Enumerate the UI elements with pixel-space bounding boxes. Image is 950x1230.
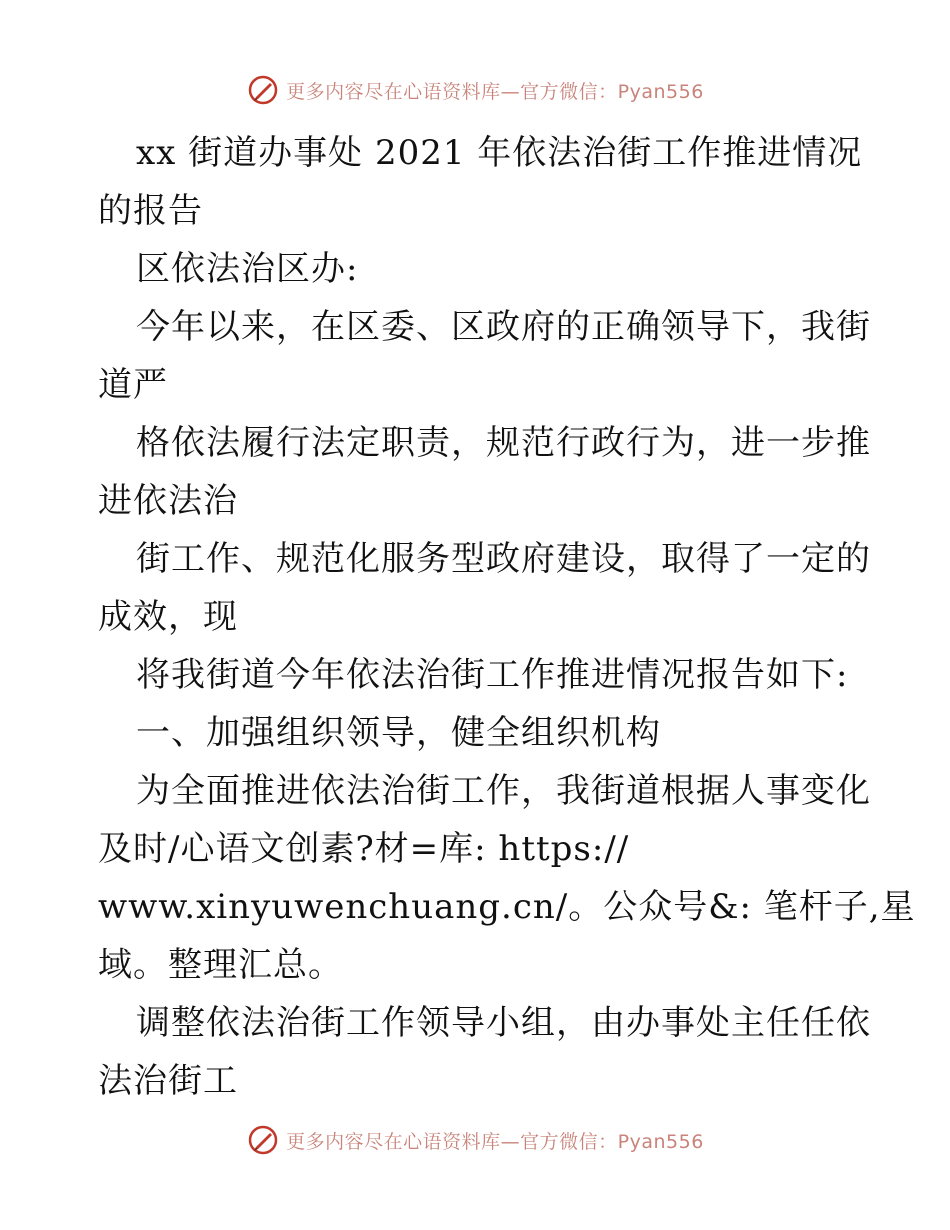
text-line: 街工作、规范化服务型政府建设，取得了一定的 xyxy=(136,539,871,579)
text-line: 为全面推进依法治街工作，我街道根据人事变化 xyxy=(136,771,871,811)
banner-text: 更多内容尽在心语资料库—官方微信：Pyan556 xyxy=(286,1130,704,1153)
text-line: 及时/心语文创素?材=库: https:// xyxy=(98,829,630,869)
banner-text: 更多内容尽在心语资料库—官方微信：Pyan556 xyxy=(286,80,704,103)
text-line: 道严 xyxy=(98,365,168,405)
text-line: 进依法治 xyxy=(98,481,238,521)
pen-logo-icon xyxy=(246,1123,280,1157)
text-line: www.xinyuwenchuang.cn/。公众号&: 笔杆子,星 xyxy=(98,887,916,927)
document-body xyxy=(98,124,916,1110)
text-line: xx 街道办事处 2021 年依法治街工作推进情况 xyxy=(136,133,863,173)
text-line: 法治街工 xyxy=(98,1061,238,1101)
text-line: 域。整理汇总。 xyxy=(98,945,343,985)
text-line: 的报告 xyxy=(98,191,203,231)
header-banner xyxy=(0,70,950,110)
text-line: 成效，现 xyxy=(98,597,238,637)
text-line: 区依法治区办: xyxy=(136,249,359,289)
text-line: 格依法履行法定职责，规范行政行为，进一步推 xyxy=(136,423,871,463)
text-line: 将我街道今年依法治街工作推进情况报告如下: xyxy=(136,655,849,695)
footer-banner xyxy=(0,1120,950,1160)
text-line: 今年以来，在区委、区政府的正确领导下，我街 xyxy=(136,307,871,347)
text-line: 调整依法治街工作领导小组，由办事处主任任依 xyxy=(136,1003,871,1043)
text-line: 一、加强组织领导，健全组织机构 xyxy=(136,713,661,753)
pen-logo-icon xyxy=(246,73,280,107)
